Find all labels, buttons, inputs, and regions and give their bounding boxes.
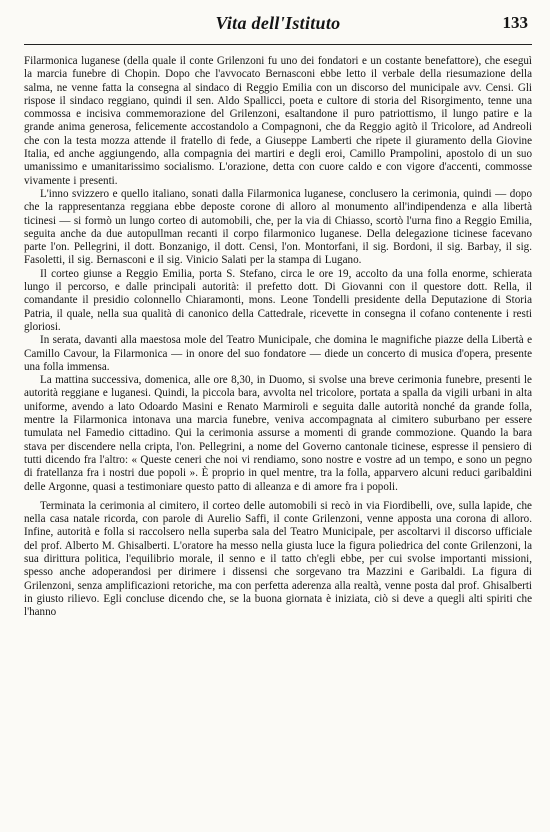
running-title: Vita dell'Istituto [215, 13, 341, 33]
body-text [24, 45, 532, 619]
paragraph: La mattina successiva, domenica, alle ore 8,30, in Duomo, si svolse una breve cerimonia funebre, presenti le autorità reggiane e luganesi. Quindi, la piccola bara, avvolta nel tricolore, portata a spalla da vigili urbani in alta uniforme, avendo a lato Odoardo Masini e Renato Marmiroli e seguita dalle autorità nonché da grande folla, mentre la Filarmonica intonava una marcia funebre, veniva accompagnata al cimitero suburbano per essere tumulata nel Famedio cittadino. Qui la cerimonia assurse a momenti di grande commozione. Quando la bara stava per discendere nella cripta, l'on. Pellegrini, a nome del Governo cantonale ticinese, espresse il pensiero di tutti dicendo fra l'altro: « Queste ceneri che noi vi rendiamo, sono nostre e vostre ad un tempo, e sono un pegno di fratellanza fra i nostri due popoli ». È proprio in quel mentre, tra la folla, apparvero alcuni reduci garibaldini delle Argonne, quasi a testimoniare questo patto di alleanza e di amore fra i popoli. [24, 374, 532, 493]
paragraph: In serata, davanti alla maestosa mole del Teatro Municipale, che domina le magnifiche piazze della Libertà e Camillo Cavour, la Filarmonica — in onore del suo fondatore — diede un concerto di musica d'opera, presente una folla immensa. [24, 334, 532, 373]
paragraph: L'inno svizzero e quello italiano, sonati dalla Filarmonica luganese, conclusero la cerimonia, quindi — dopo che la rappresentanza reggiana ebbe deposte corone di alloro al monumento all'indipendenza e alla libertà ticinesi — si formò un lungo corteo di automobili, che, per la via di Chiasso, scortò l'urna fino a Reggio Emilia, seguita anche da due autopullman recanti il corpo filarmonico luganese. Della delegazione ticinese facevano parte l'on. Pellegrini, il dott. Bonzanigo, il dott. Censi, l'on. Montorfani, il sig. Bordoni, il sig. Barbay, il sig. Fasoletti, il sig. Bernasconi e il sig. Vinicio Salati per la stampa di Lugano. [24, 187, 532, 267]
paragraph: Il corteo giunse a Reggio Emilia, porta S. Stefano, circa le ore 19, accolto da una folla enorme, schierata lungo il percorso, e dalle principali autorità: il prefetto dott. Di Giovanni con il questore dott. Rella, il comandante il presidio colonnello Chiaramonti, mons. Leone Tondelli presidente della Deputazione di Storia Patria, il quale, nella sua qualità di canonico della Cattedrale, ricevette in consegna il cofano contenente i resti gloriosi. [24, 267, 532, 333]
page-number: 133 [502, 13, 528, 32]
page-header [24, 0, 532, 45]
paragraph: Terminata la cerimonia al cimitero, il corteo delle automobili si recò in via Fiordibelli, ove, sulla lapide, che nella casa natale ricorda, con parole di Aurelio Saffi, il conte Grilenzoni, venne apposta una corona di alloro. Infine, autorità e folla si raccolsero nella superba sala del Teatro Municipale, per ascoltarvi il discorso ufficiale del prof. Alberto M. Ghisalberti. L'oratore ha messo nella giusta luce la figura poliedrica del conte Grilenzoni, la sua dirittura politica, l'equilibrio morale, il senno e il tatto ch'egli ebbe, per cui svolse importanti missioni, spesso anche adoperandosi per dirimere i dissensi che sorgevano tra Mazzini e Garibaldi. La figura di Grilenzoni, senza amplificazioni retoriche, ma con perfetta aderenza alla realtà, venne posta dal prof. Ghisalberti in giusto rilievo. Egli concluse dicendo che, se la buona giornata è iniziata, ciò si deve a quegli alti spiriti che l'hanno [24, 499, 532, 619]
paragraph: Filarmonica luganese (della quale il conte Grilenzoni fu uno dei fondatori e un costante benefattore), che eseguì la marcia funebre di Chopin. Dopo che l'avvocato Bernasconi ebbe letto il verbale della riesumazione della salma, ne venne fatta la consegna al sindaco di Reggio Emilia con un discorso del municipale avv. Censi. Gli rispose il sindaco reggiano, quindi il sen. Aldo Spallicci, poeta e cultore di storia del Risorgimento, tenne una commossa e incisiva commemorazione del Grilenzoni, esaltandone il puro patriottismo, il lungo patire e la grande anima generosa, felicemente accostandolo a Compagnoni, che da Reggio agitò il Tricolore, ad Andreoli che con la testa mozza attende il fratello di fede, a Giuseppe Lamberti che ripete il giuramento della Giovine Italia, ed anche aggiungendo, alla compagnia dei martiri e degli eroi, Camillo Prampolini, apostolo di un suo umanissimo e umanitarissimo socialismo. L'orazione, detta con cuore caldo e con vigore d'accenti, commosse vivamente i presenti. [24, 55, 532, 187]
